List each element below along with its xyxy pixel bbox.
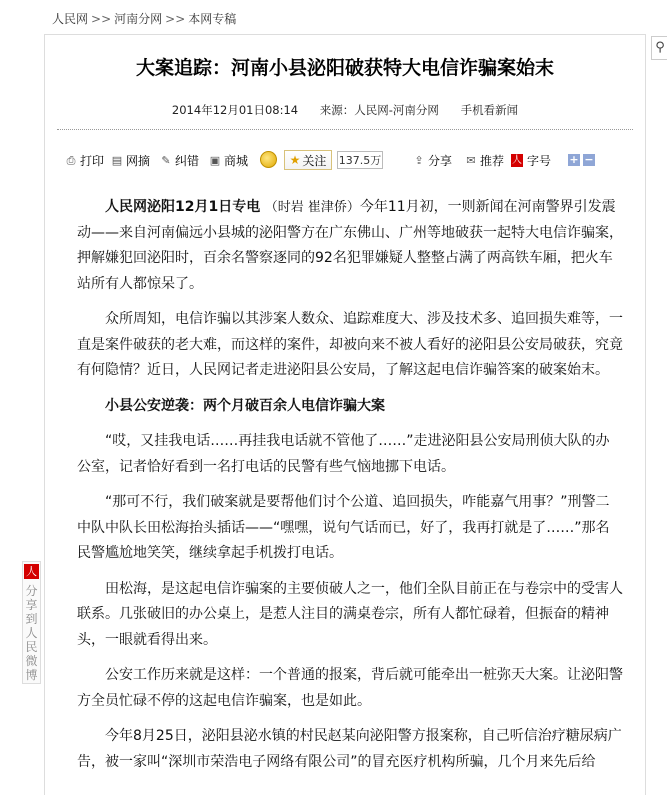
author-credit: （时岩 崔津侨） [264, 200, 360, 215]
follow-label: 关注 [302, 153, 327, 168]
share-button[interactable] [413, 152, 452, 169]
mobile-news-link[interactable]: 手机看新闻 [460, 103, 519, 117]
article-frame [44, 34, 646, 795]
web-digest-label: 网摘 [126, 154, 151, 168]
thumb-icon: ✉ [466, 153, 476, 167]
dateline: 人民网泌阳12月1日专电 [105, 199, 261, 215]
breadcrumb [52, 10, 236, 27]
printer-icon: ⎙ [66, 153, 76, 167]
paragraph: 公安工作历来就是这样：一个普通的报案，背后就可能牵出一桩弥天大案。让泌阳警方全员忙碌不停的这起电信诈骗案，也是如此。 [77, 667, 623, 709]
share-label: 分享 [428, 154, 453, 168]
star-icon: ★ [289, 153, 301, 167]
print-label: 打印 [80, 154, 105, 168]
font-size-label-group [511, 152, 551, 169]
smiley-icon[interactable] [260, 151, 277, 168]
paragraph: “那可不行，我们破案就是要帮他们讨个公道、追回损失，咋能嘉气用事？”刑警二中队中队长田松海抬头插话——“嘿嘿，说句气话而已，好了，我再打就是了……”那名民警尴尬地笑笑，继续拿起手机拨打电话。 [77, 494, 610, 561]
magnifier-icon[interactable]: ⚲ [651, 36, 667, 60]
paragraph: “哎，又挂我电话……再挂我电话就不管他了……”走进泌阳县公安局刑侦大队的办公室，记者恰好看到一名打电话的民警有些气恼地挪下电话。 [77, 433, 610, 475]
cart-icon: ▣ [209, 153, 221, 167]
people-weibo-logo-icon: 人 [26, 565, 37, 578]
breadcrumb-column-link[interactable]: 本网专稿 [188, 12, 237, 26]
font-decrease-button[interactable]: − [584, 153, 594, 166]
shop-label: 商城 [224, 154, 249, 168]
edit-icon: ✎ [161, 153, 171, 167]
shop-button[interactable] [209, 152, 248, 169]
breadcrumb-separator: >> [165, 12, 186, 26]
paragraph-text: 今年11月初，一则新闻在河南警界引发震动——来自河南偏远小县城的泌阳警方在广东佛山、广州等地破获一起特大电信诈骗案，押解嫌犯回泌阳时，百余名警察逐同的92名犯罪嫌疑人整整占满了两高铁车厢，把火车站所有人都惊呆了。 [77, 199, 623, 292]
follow-count-badge: 137.5万 [337, 151, 383, 169]
correct-button[interactable] [160, 152, 199, 169]
follow-button[interactable] [284, 150, 332, 170]
recommend-button[interactable] [465, 152, 504, 169]
digest-icon: ▤ [111, 153, 123, 167]
article-body [77, 195, 623, 785]
divider [57, 129, 633, 130]
paragraph: 田松海，是这起电信诈骗案的主要侦破人之一，他们全队目前正在与卷宗中的受害人联系。几张破旧的办公桌上，是惹人注目的满桌卷宗，所有人都忙碌着，但振奋的精神头，一眼就看得出来。 [77, 580, 623, 648]
breadcrumb-home-link[interactable]: 人民网 [52, 12, 89, 26]
publish-date: 2014年12月01日08:14 [171, 103, 299, 117]
share-icon: ⇪ [414, 153, 424, 167]
breadcrumb-separator: >> [91, 12, 112, 26]
recommend-label: 推荐 [480, 154, 505, 168]
paragraph [77, 195, 623, 297]
print-button[interactable] [65, 152, 104, 169]
share-to-weibo-button[interactable] [22, 561, 41, 684]
font-increase-button[interactable]: + [569, 153, 579, 166]
web-digest-button[interactable] [111, 152, 150, 169]
correct-label: 纠错 [175, 154, 200, 168]
font-size-label: 字号 [527, 154, 552, 168]
article-source: 来源：人民网-河南分网 [319, 103, 439, 117]
paragraph: 众所周知，电信诈骗以其涉案人数众、追踪难度大、涉及技术多、追回损失难等，一直是案件破获的老大难，而这样的案件，却被向来不被人看好的泌阳县公安局破获，究竟有何隐情？近日，人民网记者走进泌阳县公安局，了解这起电信诈骗答案的破案始末。 [77, 311, 623, 378]
breadcrumb-henan-link[interactable]: 河南分网 [114, 12, 163, 26]
paragraph: 今年8月25日，泌阳县泌水镇的村民赵某向泌阳警方报案称，自己听信治疗糖尿病广告，被一家叫“深圳市荣浩电子网络有限公司”的冒充医疗机构所骗，几个月来先后给 [77, 728, 622, 770]
section-subtitle: 小县公安逆袭：两个月破百余人电信诈骗大案 [105, 397, 385, 414]
share-to-weibo-label: 分享到人民微博 [25, 584, 38, 682]
article-toolbar [65, 150, 635, 172]
people-logo-icon: 人 [512, 155, 522, 166]
article-meta [45, 102, 645, 118]
page-title: 大案追踪：河南小县泌阳破获特大电信诈骗案始末 [135, 57, 554, 79]
